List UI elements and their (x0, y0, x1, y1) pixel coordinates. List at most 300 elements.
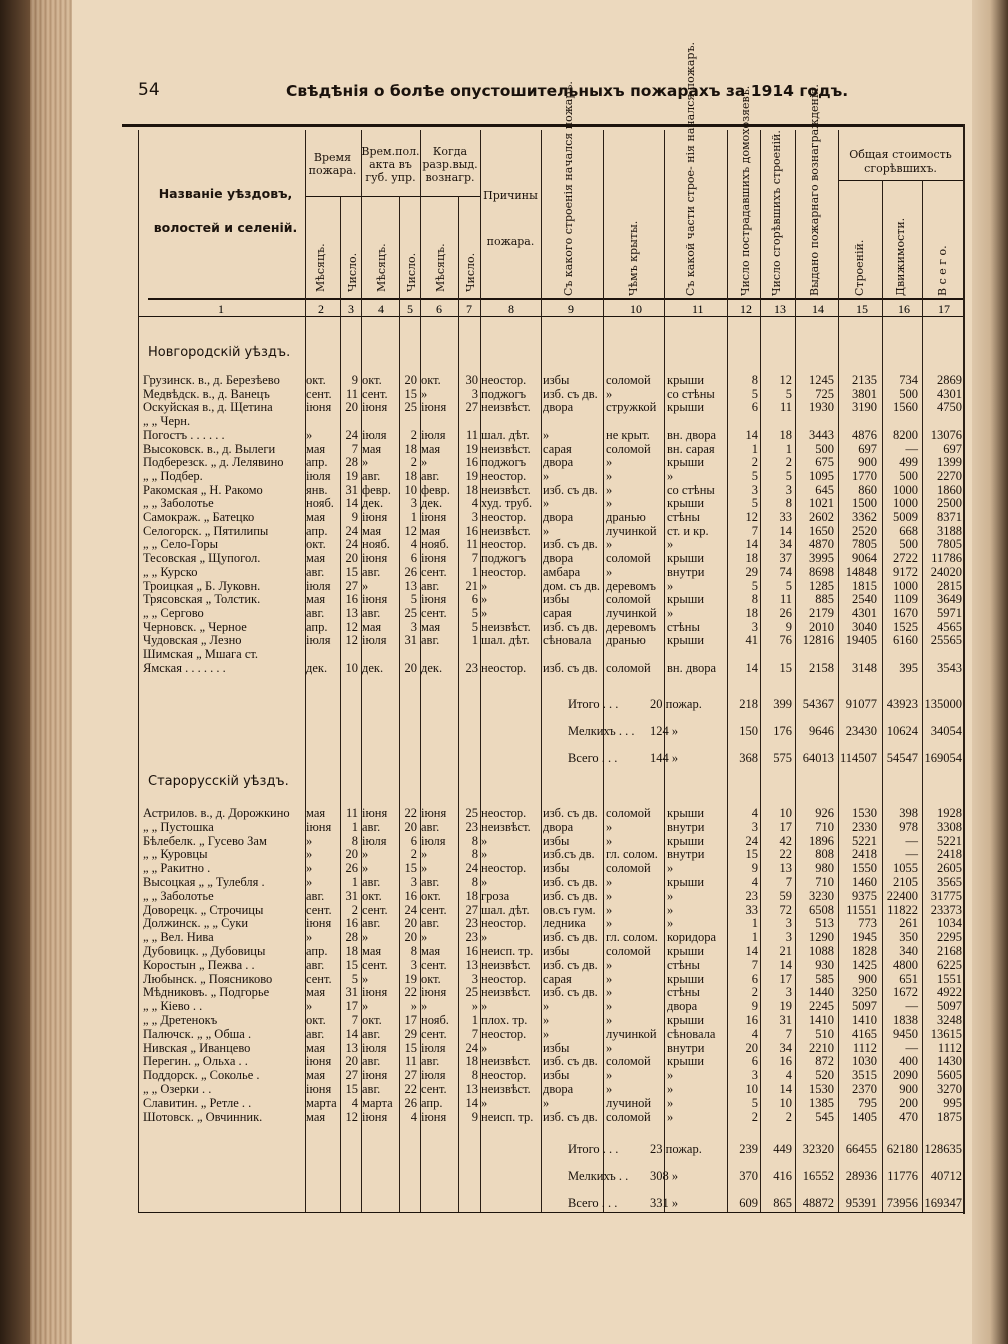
table-cell: неизвѣст. (481, 985, 531, 1000)
table-cell: » (543, 999, 550, 1014)
table-cell: 18 (745, 605, 758, 620)
table-cell: изб. съ дв. (543, 957, 598, 972)
table-cell: » (306, 861, 313, 876)
table-cell: 9172 (893, 564, 918, 579)
total-value: 66455 (845, 1142, 877, 1156)
table-cell: іюня (362, 985, 388, 1000)
column-rule (664, 130, 665, 1212)
table-cell: 1425 (852, 957, 877, 972)
total-value: 64013 (802, 751, 834, 765)
table-cell: 2370 (852, 1082, 877, 1096)
table-cell: 7 (471, 551, 478, 566)
table-cell: 27 (345, 578, 358, 593)
table-cell: 31 (345, 888, 358, 903)
table-cell: 4750 (937, 400, 962, 415)
table-cell: » (481, 605, 488, 620)
table-cell: худ. труб. (481, 496, 533, 511)
table-cell: 16 (745, 1013, 758, 1027)
table-cell: 20 (404, 916, 417, 931)
table-cell: крыши (667, 496, 705, 511)
table-cell: 1530 (809, 1082, 834, 1096)
table-cell: іюня (362, 510, 388, 524)
table-cell: 900 (858, 971, 877, 986)
table-cell: неизвѣст. (481, 619, 531, 634)
table-cell: мая (306, 592, 326, 607)
header-when: разр.выд. (422, 158, 478, 171)
table-cell: 5097 (852, 999, 877, 1014)
table-cell: 4165 (852, 1026, 877, 1041)
table-cell: сент. (362, 957, 388, 972)
column-number: 16 (898, 302, 910, 316)
table-cell: 18 (345, 944, 358, 958)
table-cell: 23 (465, 660, 478, 675)
table-cell: 23 (465, 916, 478, 931)
table-cell: 11 (465, 537, 478, 552)
table-cell: 5221 (937, 833, 962, 848)
table-cell: 12 (345, 633, 358, 648)
table-cell: не крыт. (606, 427, 650, 442)
table-cell: авг. (421, 633, 440, 648)
table-cell: 21 (779, 944, 792, 958)
table-cell: 10 (404, 482, 417, 497)
table-cell: 1112 (937, 1040, 962, 1055)
rule-time-sub (305, 196, 480, 197)
header-vertical: Число пострадавшихъ домохозяевъ. (739, 85, 752, 296)
table-cell: 2295 (937, 930, 962, 945)
table-cell: дек. (362, 660, 384, 675)
table-cell: 13 (404, 578, 417, 593)
total-value: 169347 (924, 1196, 962, 1210)
table-cell: 500 (899, 386, 918, 401)
table-cell: дранью (606, 510, 646, 524)
table-cell: внутри (667, 1040, 705, 1055)
table-cell: 1088 (809, 944, 834, 958)
table-cell: дек. (421, 496, 443, 511)
table-cell: 5 (751, 386, 758, 401)
table-cell: 23 (465, 930, 478, 945)
table-cell: 3 (410, 957, 417, 972)
table-cell: апр. (306, 455, 328, 470)
table-cell: 5 (410, 592, 417, 607)
table-cell: іюля (421, 427, 446, 442)
table-cell: іюня (306, 400, 332, 415)
table-cell: 13 (465, 957, 478, 972)
table-cell: апр. (306, 944, 328, 958)
table-cell: 16 (345, 916, 358, 931)
table-cell: „ „ Село-Горы (143, 537, 219, 552)
table-cell: 16 (465, 944, 478, 958)
table-cell: неостор. (481, 564, 527, 579)
table-cell: 2010 (809, 619, 834, 634)
table-cell: „ „ Ракитно . (143, 861, 211, 876)
table-cell: Шимская „ Мшага ст. (143, 647, 259, 661)
table-cell: сент. (306, 902, 332, 917)
table-cell: іюля (362, 427, 387, 442)
table-cell: 2418 (937, 847, 962, 862)
total-value: 9646 (809, 724, 834, 738)
table-cell: 1875 (937, 1109, 962, 1124)
table-cell: 9 (471, 1109, 478, 1124)
total-count: 20 пожар. (650, 697, 702, 711)
total-value: 48872 (802, 1196, 834, 1210)
table-cell: соломой (606, 441, 651, 456)
table-cell: іюня (306, 1054, 332, 1069)
table-cell: 3 (471, 386, 478, 401)
table-cell: » (481, 875, 488, 889)
table-cell: 13076 (930, 427, 962, 442)
table-cell: » (667, 888, 674, 903)
table-cell: марта (306, 1095, 337, 1110)
table-cell: 7 (351, 441, 358, 456)
header-vertical: Чѣмъ крыты. (627, 220, 640, 296)
table-cell: 1530 (852, 806, 877, 820)
table-cell: 15 (404, 1040, 417, 1055)
table-cell: 4 (410, 537, 417, 552)
table-cell: неостор. (481, 537, 527, 552)
table-cell: 11 (404, 1054, 417, 1069)
table-cell: — (905, 847, 918, 862)
table-cell: 27 (345, 1068, 358, 1083)
table-cell: неостор. (481, 916, 527, 931)
table-cell: 27 (465, 400, 478, 415)
table-cell: 2330 (852, 819, 877, 834)
table-cell: 13615 (930, 1026, 962, 1041)
table-cell: іюля (421, 833, 446, 848)
table-cell: двора (543, 819, 574, 834)
table-cell: двора (543, 551, 574, 566)
rule-cost-sub (838, 180, 963, 181)
table-cell: 23373 (930, 902, 962, 917)
table-cell: 1 (471, 1013, 478, 1027)
table-cell: избы (543, 592, 570, 607)
table-cell: 3270 (937, 1082, 962, 1096)
table-cell: 1030 (852, 1054, 877, 1069)
table-cell: 23 (745, 888, 758, 903)
total-count: 23 пожар. (650, 1142, 702, 1156)
header-vertical: Мѣсяцъ. (314, 243, 327, 292)
table-cell: Астрилов. в., д. Дорожкино (143, 806, 290, 820)
table-cell: » (362, 861, 369, 876)
page-title: Свѣдѣнія о болѣе опустошительныхъ пожарахъ за 1914 годъ. (286, 82, 849, 100)
table-cell: 980 (815, 861, 834, 876)
table-cell: деревомъ (606, 619, 656, 634)
table-cell: іюля (306, 578, 331, 593)
table-cell: мая (421, 944, 441, 958)
table-cell: 19 (465, 468, 478, 483)
table-cell: 31 (345, 482, 358, 497)
column-number: 2 (318, 302, 324, 316)
table-cell: » (606, 888, 613, 903)
table-cell: » (606, 902, 613, 917)
table-cell: шал. дѣт. (481, 633, 530, 648)
table-cell: гроза (481, 888, 510, 903)
column-number: 9 (568, 302, 574, 316)
total-value: 399 (773, 697, 792, 711)
table-cell: стѣны (667, 619, 700, 634)
table-cell: 18 (465, 1054, 478, 1069)
table-cell: 15 (779, 660, 792, 675)
table-cell: 12816 (802, 633, 834, 648)
table-cell: 2135 (852, 373, 877, 387)
table-cell: дек. (362, 496, 384, 511)
table-cell: двора (543, 455, 574, 470)
table-cell: 6 (751, 971, 758, 986)
table-cell: соломой (606, 861, 651, 876)
section-title: Старорусскій уѣздъ. (148, 774, 289, 789)
table-cell: Погостъ . . . . . . (143, 427, 225, 442)
table-cell: 14 (345, 1026, 358, 1041)
table-cell: 1770 (852, 468, 877, 483)
table-cell: сент. (306, 971, 332, 986)
table-cell: изб. съ дв. (543, 888, 598, 903)
table-cell: 10 (779, 806, 792, 820)
table-cell: сарая (543, 441, 572, 456)
table-cell: авг. (421, 1054, 440, 1069)
table-cell: 6 (751, 1054, 758, 1069)
total-value: 865 (773, 1196, 792, 1210)
table-cell: 59 (779, 888, 792, 903)
table-cell: 27 (404, 1068, 417, 1083)
table-cell: окт. (306, 537, 326, 552)
column-number: 11 (692, 302, 704, 316)
table-cell: Самокраж. „ Батецко (143, 510, 255, 524)
table-cell: 1838 (893, 1013, 918, 1027)
table-cell: 11 (345, 386, 358, 401)
table-cell: авг. (362, 564, 381, 579)
table-cell: » (306, 847, 313, 862)
table-cell: Высоцкая „ „ Тулебля . (143, 875, 265, 889)
table-cell: 1560 (893, 400, 918, 415)
table-cell: » (606, 999, 613, 1014)
table-cell: 74 (779, 564, 792, 579)
table-cell: шал. дѣт. (481, 902, 530, 917)
total-value: 176 (773, 724, 792, 738)
table-cell: неисп. тр. (481, 1109, 534, 1124)
table-cell: 2245 (809, 999, 834, 1014)
table-cell: авг. (421, 578, 440, 593)
table-cell: 8 (471, 875, 478, 889)
table-cell: 1112 (852, 1040, 877, 1055)
header-vertical: Строеній. (853, 239, 866, 296)
table-cell: неисп. тр. (481, 944, 534, 958)
table-cell: 900 (858, 455, 877, 470)
table-cell: » (362, 930, 369, 945)
table-cell: 31 (404, 633, 417, 648)
table-cell: 3 (785, 482, 792, 497)
header-vertical: Движимости. (894, 217, 907, 296)
table-cell: іюня (306, 916, 332, 931)
table-cell: сѣновала (543, 633, 592, 648)
table-cell: 14 (779, 523, 792, 538)
table-cell: 2500 (937, 496, 962, 511)
table-cell: изб. съ дв. (543, 619, 598, 634)
table-cell: 1430 (937, 1054, 962, 1069)
table-cell: 15 (345, 1082, 358, 1096)
table-cell: 4301 (852, 605, 877, 620)
total-count: 144 » (650, 751, 679, 765)
table-cell: 26 (404, 1095, 417, 1110)
table-cell: 2 (410, 427, 417, 442)
table-cell: неостор. (481, 373, 527, 387)
table-cell: 3 (410, 875, 417, 889)
table-cell: 27 (465, 902, 478, 917)
table-cell: внутри (667, 847, 705, 862)
table-cell: 5009 (893, 510, 918, 524)
table-cell: 2 (751, 1109, 758, 1124)
table-cell: 9 (785, 619, 792, 634)
table-cell: авг. (362, 875, 381, 889)
section-title: Новгородскій уѣздъ. (148, 345, 291, 360)
table-cell: 3 (751, 1068, 758, 1083)
table-cell: мая (362, 523, 382, 538)
table-cell: сарая (543, 605, 572, 620)
table-cell: изб. съ дв. (543, 806, 598, 820)
total-value: 368 (739, 751, 758, 765)
table-cell: 2 (410, 847, 417, 862)
table-cell: 15 (345, 564, 358, 579)
table-cell: 16 (779, 1054, 792, 1069)
table-cell: нояб. (421, 537, 449, 552)
table-cell: 20 (404, 819, 417, 834)
column-number: 6 (436, 302, 442, 316)
table-cell: 11 (779, 400, 792, 415)
table-cell: 4 (751, 875, 758, 889)
total-label: Мелкихъ . . (568, 1169, 629, 1183)
table-cell: 25565 (930, 633, 962, 648)
table-cell: 3308 (937, 819, 962, 834)
table-cell: 1410 (809, 1013, 834, 1027)
table-cell: 24 (465, 861, 478, 876)
table-cell: Перегин. „ Ольха . . (143, 1054, 248, 1069)
total-value: 10624 (886, 724, 918, 738)
table-cell: 2105 (893, 875, 918, 889)
table-cell: 25 (404, 605, 417, 620)
table-cell: авг. (421, 468, 440, 483)
table-cell: 4 (351, 1095, 358, 1110)
table-cell: 9 (751, 861, 758, 876)
table-cell: » (306, 833, 313, 848)
table-cell: 3 (785, 916, 792, 931)
total-label: Всего . . . (568, 751, 618, 765)
total-count: 308 » (650, 1169, 679, 1183)
table-cell: 9 (351, 510, 358, 524)
table-cell: 2 (785, 455, 792, 470)
table-cell: Черновск. „ Черное (143, 619, 247, 634)
header-causes-2: пожара. (486, 235, 535, 248)
table-cell: » (481, 1040, 488, 1055)
table-cell: изб. съ дв. (543, 930, 598, 945)
table-cell: избы (543, 373, 570, 387)
table-cell: 734 (899, 373, 918, 387)
total-label: Итого . . . (568, 1142, 619, 1156)
table-cell: шал. дѣт. (481, 427, 530, 442)
table-cell: дом. съ дв. (543, 578, 601, 593)
table-cell: іюля (362, 633, 387, 648)
table-cell: Ракомская „ Н. Ракомо (143, 482, 263, 497)
total-value: 23430 (845, 724, 877, 738)
header-vertical: Съ какой части строе- нія начался пожаръ. (684, 42, 697, 296)
header-vertical: Съ какого строенія начался пожаръ. (562, 81, 575, 296)
table-cell: 3515 (852, 1068, 877, 1083)
table-cell: іюня (362, 806, 388, 820)
table-cell: 1245 (809, 373, 834, 387)
table-cell: » (606, 455, 613, 470)
table-cell: 19 (779, 999, 792, 1014)
table-cell: — (905, 441, 918, 456)
table-cell: іюля (362, 833, 387, 848)
table-cell: 2520 (852, 523, 877, 538)
table-cell: крыши (667, 944, 705, 958)
table-cell: 28 (345, 930, 358, 945)
table-cell: 697 (858, 441, 877, 456)
table-cell: » (606, 1068, 613, 1083)
table-cell: „ „ Пустошка (143, 819, 214, 834)
table-cell: изб. съ дв. (543, 1109, 598, 1124)
table-cell: 1828 (852, 944, 877, 958)
table-cell: внутри (667, 564, 705, 579)
total-label: Всего . . . (568, 1196, 618, 1210)
table-cell: іюня (362, 1068, 388, 1083)
table-cell: изб. съ дв. (543, 537, 598, 552)
table-cell: Чудовская „ Лезно (143, 633, 242, 648)
table-cell: февр. (362, 482, 391, 497)
column-number: 5 (407, 302, 413, 316)
table-cell: 20 (404, 660, 417, 675)
table-cell: 995 (943, 1095, 962, 1110)
table-cell: 14 (745, 660, 758, 675)
table-cell: » (667, 861, 674, 876)
table-cell: 16 (345, 592, 358, 607)
table-cell: 520 (815, 1068, 834, 1083)
header-when: Когда (432, 145, 468, 158)
table-cell: 2210 (809, 1040, 834, 1055)
table-cell: 37 (779, 551, 792, 566)
table-cell: 261 (899, 916, 918, 931)
table-cell: » (481, 930, 488, 945)
total-label: Итого . . . (568, 697, 619, 711)
table-cell: 3188 (937, 523, 962, 538)
table-cell: 5 (751, 468, 758, 483)
table-cell: „ „ Черн. (143, 414, 191, 429)
table-cell: » (606, 386, 613, 401)
table-cell: 4 (751, 806, 758, 820)
table-cell: сент. (421, 564, 447, 579)
total-value: 150 (739, 724, 758, 738)
table-cell: авг. (306, 605, 325, 620)
table-cell: 1 (351, 875, 358, 889)
table-cell: » (543, 523, 550, 538)
table-cell: 513 (815, 916, 834, 931)
table-cell: лучинкой (606, 523, 657, 538)
table-cell: февр. (421, 482, 450, 497)
table-cell: 19 (465, 441, 478, 456)
table-cell: со стѣны (667, 386, 715, 401)
table-cell: крыши (667, 592, 705, 607)
table-cell: 2158 (809, 660, 834, 675)
table-cell: окт. (362, 888, 382, 903)
table-cell: 14 (345, 496, 358, 511)
table-cell: сѣновала (667, 1026, 716, 1041)
table-cell: 12 (745, 510, 758, 524)
table-cell: окт. (421, 373, 441, 387)
table-cell: 19405 (845, 633, 877, 648)
table-cell: 3565 (937, 875, 962, 889)
table-cell: 4 (410, 1109, 417, 1124)
table-cell: 1670 (893, 605, 918, 620)
total-value: 40712 (930, 1169, 962, 1183)
table-cell: 5221 (852, 833, 877, 848)
table-cell: іюля (421, 1040, 446, 1055)
